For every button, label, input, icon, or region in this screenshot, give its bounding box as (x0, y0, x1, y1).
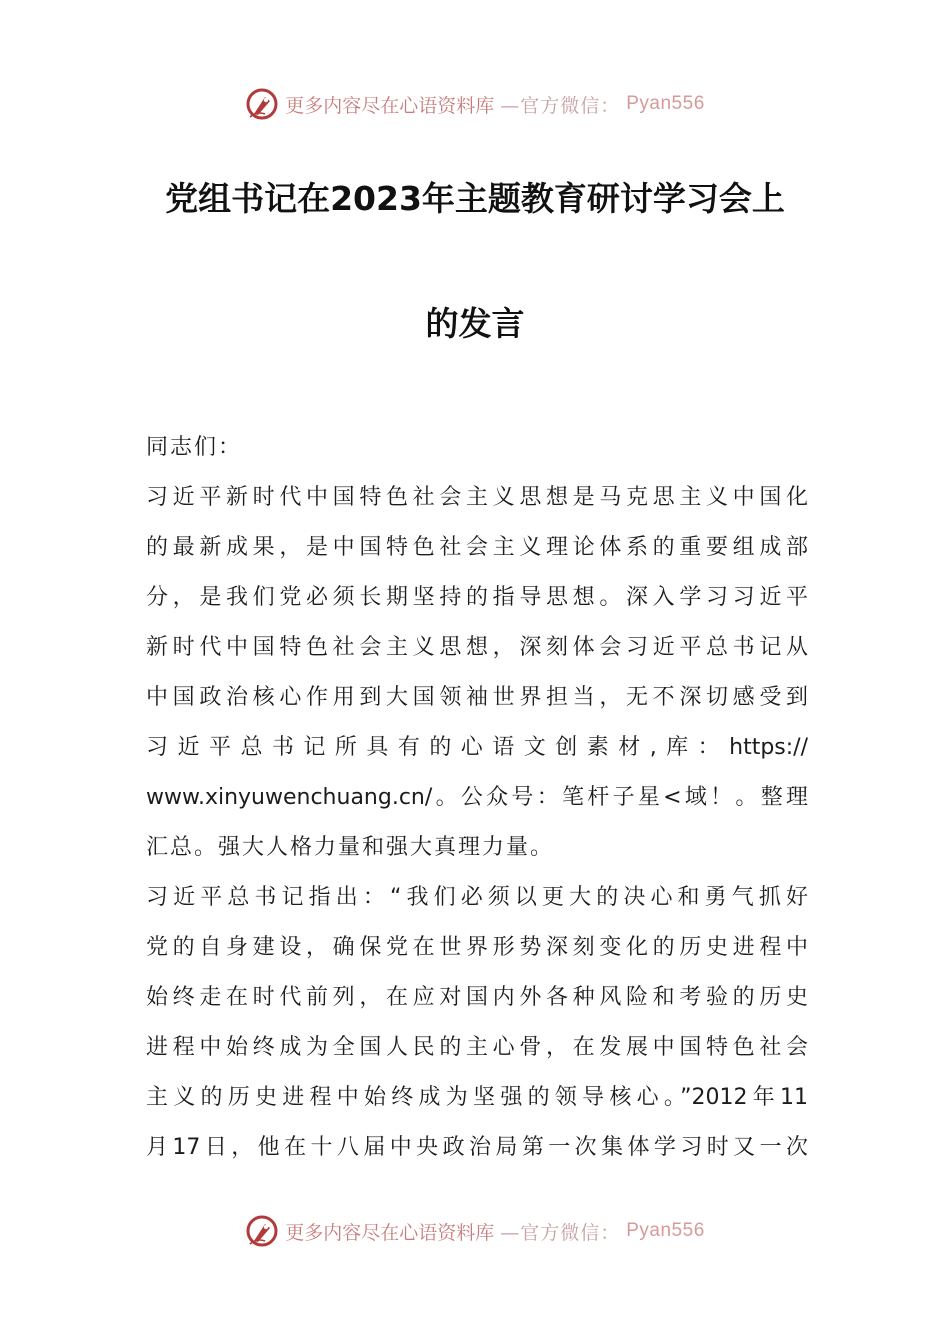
banner-main-text: 更多内容尽在心语资料库 (285, 1221, 495, 1244)
body-line: 主义的历史进程中始终成为坚强的领导核心。”2012年11 (146, 1085, 808, 1110)
body-line: 始终走在时代前列，在应对国内外各种风险和考验的历史 (146, 985, 808, 1010)
document-title-line-2: 的发言 (425, 304, 525, 343)
body-line: 党的自身建设，确保党在世界形势深刻变化的历史进程中 (146, 935, 808, 960)
header-banner (0, 84, 950, 124)
banner-main-text: 更多内容尽在心语资料库 (285, 94, 495, 117)
body-line: 习近平新时代中国特色社会主义思想是马克思主义中国化 (146, 485, 808, 510)
banner-sub-text: —官方微信： (500, 1221, 621, 1244)
body-line: 同志们： (146, 435, 243, 460)
footer-banner (0, 1211, 950, 1251)
pen-nib-circle-icon (245, 87, 279, 121)
body-line: 月17日，他在十八届中央政治局第一次集体学习时又一次 (146, 1135, 808, 1160)
body-line: 汇总。强大人格力量和强大真理力量。 (146, 835, 555, 860)
body-line: 中国政治核心作用到大国领袖世界担当，无不深切感受到 (146, 685, 808, 710)
body-line: 习近平总书记所具有的心语文创素材,库：https:// (146, 735, 808, 760)
banner-wechat-id: Pyan556 (626, 1220, 705, 1241)
body-line: 的最新成果，是中国特色社会主义理论体系的重要组成部 (146, 535, 808, 560)
banner-wechat-id: Pyan556 (626, 93, 705, 114)
banner-sub-text: —官方微信： (500, 94, 621, 117)
body-line: www.xinyuwenchuang.cn/。公众号：笔杆子星<域！。整理 (146, 785, 808, 810)
body-line: 习近平总书记指出：“我们必须以更大的决心和勇气抓好 (146, 885, 808, 910)
document-title-line-1: 党组书记在2023年主题教育研讨学习会上 (165, 179, 785, 218)
body-line: 分，是我们党必须长期坚持的指导思想。深入学习习近平 (146, 585, 808, 610)
body-line: 新时代中国特色社会主义思想，深刻体会习近平总书记从 (146, 635, 808, 660)
document-body (146, 428, 808, 1178)
pen-nib-circle-icon (245, 1214, 279, 1248)
body-line: 进程中始终成为全国人民的主心骨，在发展中国特色社会 (146, 1035, 808, 1060)
